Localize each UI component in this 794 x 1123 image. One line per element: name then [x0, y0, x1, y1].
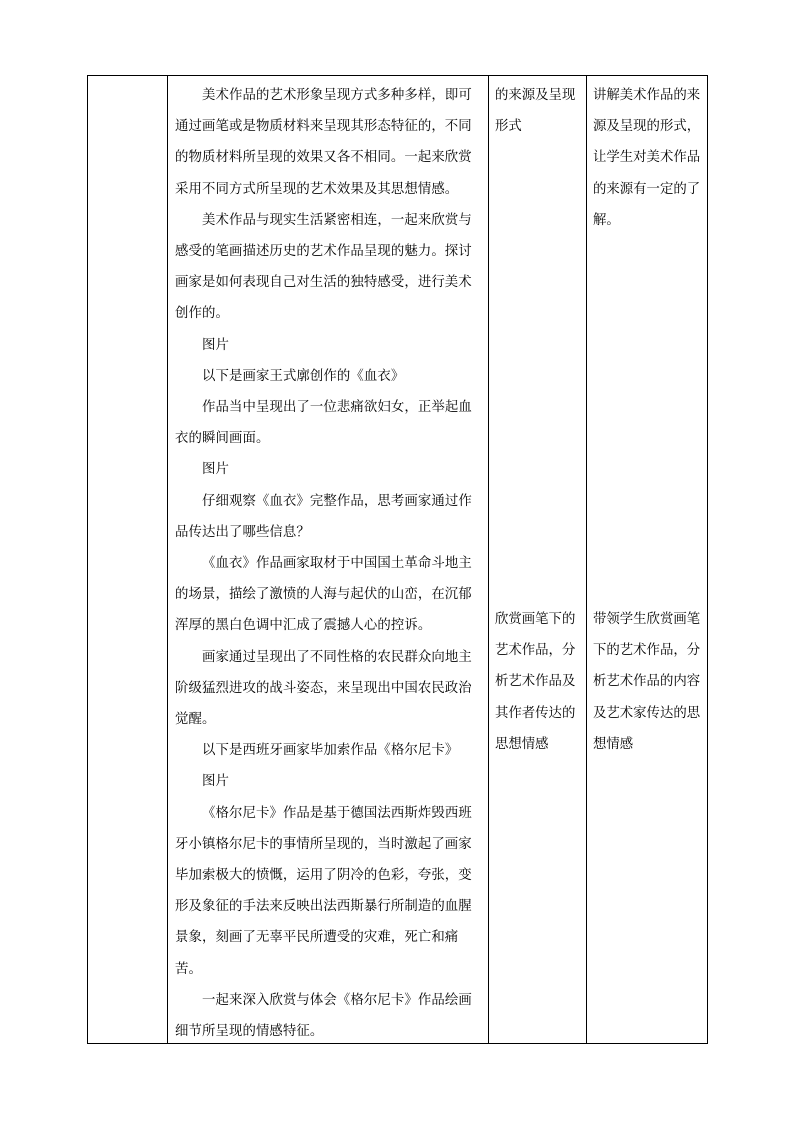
- intent-text-top: [593, 80, 703, 236]
- teaching-content: [168, 76, 488, 1047]
- activity-text-low: [495, 604, 582, 760]
- image-placeholder-label: 图片: [202, 337, 229, 353]
- intent-paragraph: 讲解美术作品的来源及呈现的形式，让学生对美术作品的来源有一定的了解。: [593, 88, 701, 228]
- teaching-content-cell: [168, 76, 489, 1044]
- lesson-plan-table: [87, 75, 708, 1044]
- intent-paragraph: 带领学生欣赏画笔下的艺术作品，分析艺术作品的内容及艺术家传达的思想情感: [593, 612, 701, 752]
- image-placeholder-label: 图片: [202, 462, 229, 478]
- activity-paragraph: 的来源及呈现形式: [495, 88, 576, 135]
- design-intent-cell: [587, 76, 708, 1044]
- content-paragraph: 仔细观察《血衣》完整作品，思考画家通过作品传达出了哪些信息？: [175, 493, 472, 540]
- activity-text-top: [495, 80, 582, 142]
- student-activity-cell: [489, 76, 587, 1044]
- content-paragraph: 《血衣》作品画家取材于中国国土革命斗地主的场景，描绘了激愤的人海与起伏的山峦，在沉郁浑厚的黑白色调中汇成了震撼人心的控诉。: [175, 556, 472, 634]
- content-paragraph: 美术作品的艺术形象呈现方式多种多样，即可通过画笔或是物质材料来呈现其形态特征的，不同的物质材料所呈现的效果又各不相同。一起来欣赏采用不同方式所呈现的艺术效果及其思想情感。: [175, 88, 472, 197]
- stage-cell: [88, 76, 168, 1044]
- content-paragraph: 一起来深入欣赏与体会《格尔尼卡》作品绘画细节所呈现的情感特征。: [175, 992, 472, 1040]
- intent-text-low: [593, 604, 703, 760]
- content-paragraph: 以下是西班牙画家毕加索作品《格尔尼卡》: [202, 743, 459, 759]
- content-paragraph: 作品当中呈现出了一位悲痛欲妇女，正举起血衣的瞬间画面。: [175, 400, 472, 447]
- content-paragraph: 画家通过呈现出了不同性格的农民群众向地主阶级猛烈进攻的战斗姿态，来呈现出中国农民政治觉醒。: [175, 649, 472, 728]
- content-paragraph: 以下是画家王式廓创作的《血衣》: [202, 368, 405, 384]
- table-row: [88, 76, 708, 1044]
- content-paragraph: 《格尔尼卡》作品是基于德国法西斯炸毁西班牙小镇格尔尼卡的事情所呈现的，当时激起了画家毕加索极大的愤慨，运用了阴冷的色彩，夸张，变形及象征的手法来反映出法西斯暴行所制造的血腥景象，刻画了无辜平民所遭受的灾难，死亡和痛苦。: [175, 805, 472, 977]
- activity-paragraph: 欣赏画笔下的艺术作品，分析艺术作品及其作者传达的思想情感: [495, 612, 576, 752]
- image-placeholder-label: 图片: [202, 774, 229, 790]
- content-paragraph: 美术作品与现实生活紧密相连，一起来欣赏与感受的笔画描述历史的艺术作品呈现的魅力。探讨画家是如何表现自己对生活的独特感受，进行美术创作的。: [175, 212, 472, 322]
